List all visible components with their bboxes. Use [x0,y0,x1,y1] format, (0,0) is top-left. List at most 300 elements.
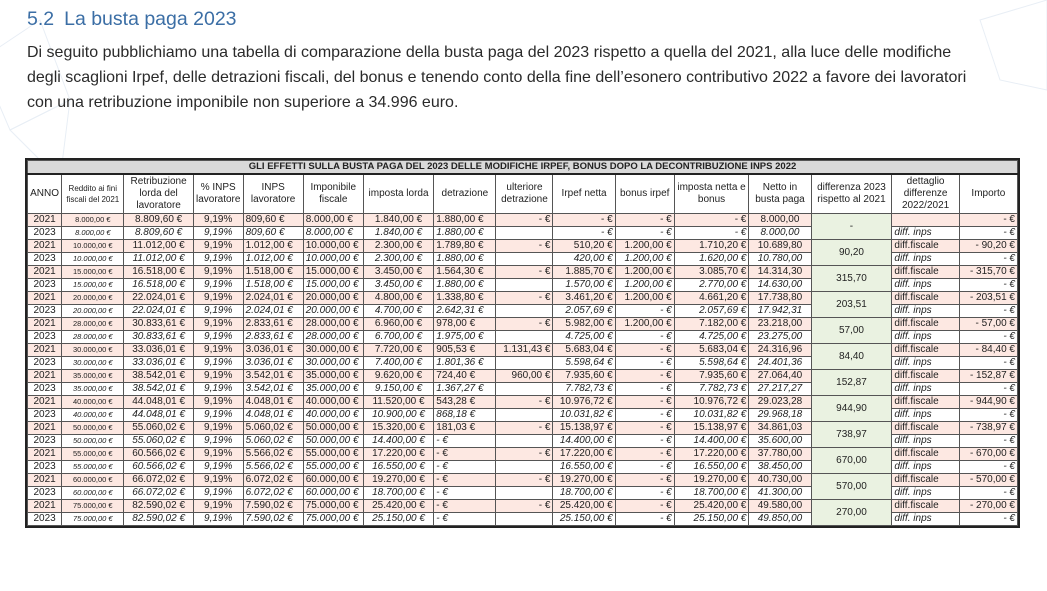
cell-netta: 10.976,72 € [674,396,749,409]
cell-lorda: 33.036,01 € [124,344,193,357]
cell-pct: 9,19% [193,500,243,513]
difference-cell: 738,97 [811,422,892,448]
cell-netta: 3.085,70 € [674,266,749,279]
cell-inps: 2.833,61 € [243,331,303,344]
cell-irpef: 25.420,00 € [553,500,615,513]
cell-ult: - € [496,422,553,435]
cell-bonus: - € [615,305,674,318]
cell-importo: - 57,00 € [959,318,1017,331]
cell-netto: 10.689,80 [749,240,811,253]
cell-y: 2021 [28,240,62,253]
cell-imp: 75.000,00 € [303,500,363,513]
cell-pct: 9,19% [193,448,243,461]
cell-irpef: 5.683,04 € [553,344,615,357]
cell-importo: - € [959,279,1017,292]
cell-ult: - € [496,214,553,227]
cell-importo: - € [959,227,1017,240]
column-header: % INPS lavoratore [193,174,243,214]
cell-lorda: 8.809,60 € [124,214,193,227]
cell-detr: 978,00 € [434,318,496,331]
cell-detr: 1.880,00 € [434,253,496,266]
cell-imp: 40.000,00 € [303,396,363,409]
cell-lorda: 66.072,02 € [124,474,193,487]
table-row [28,370,1018,383]
cell-bonus: 1.200,00 € [615,266,674,279]
cell-netta: 5.598,64 € [674,357,749,370]
cell-reddito: 35.000,00 € [62,370,124,383]
cell-pct: 9,19% [193,318,243,331]
cell-pct: 9,19% [193,422,243,435]
cell-y: 2023 [28,409,62,422]
cell-detr: - € [434,500,496,513]
cell-lorda-imp: 1.840,00 € [363,227,433,240]
column-header: detrazione [434,174,496,214]
cell-netta: 7.182,00 € [674,318,749,331]
cell-netta: 4.661,20 € [674,292,749,305]
cell-netto: 27.217,27 [749,383,811,396]
cell-lorda-imp: 2.300,00 € [363,253,433,266]
cell-imp: 55.000,00 € [303,448,363,461]
cell-imp: 8.000,00 € [303,227,363,240]
cell-bonus: - € [615,214,674,227]
cell-irpef: 1.885,70 € [553,266,615,279]
column-header: differenza 2023 rispetto al 2021 [811,174,892,214]
cell-detr: 1.880,00 € [434,279,496,292]
cell-detail: diff. inps [892,409,959,422]
cell-reddito: 15.000,00 € [62,279,124,292]
cell-detr: - € [434,487,496,500]
cell-detr: 1.564,30 € [434,266,496,279]
table-row [28,292,1018,305]
cell-netto: 23.275,00 [749,331,811,344]
table-row [28,474,1018,487]
cell-lorda: 44.048,01 € [124,409,193,422]
cell-detr: - € [434,448,496,461]
cell-irpef: 7.935,60 € [553,370,615,383]
cell-detail: diff. inps [892,305,959,318]
cell-lorda-imp: 4.800,00 € [363,292,433,305]
table-row [28,396,1018,409]
cell-netta: 17.220,00 € [674,448,749,461]
cell-bonus: 1.200,00 € [615,292,674,305]
cell-reddito: 60.000,00 € [62,474,124,487]
cell-bonus: - € [615,487,674,500]
cell-reddito: 40.000,00 € [62,396,124,409]
cell-pct: 9,19% [193,331,243,344]
cell-imp: 15.000,00 € [303,266,363,279]
cell-detr: 1.880,00 € [434,227,496,240]
cell-netta: 2.770,00 € [674,279,749,292]
cell-lorda: 16.518,00 € [124,266,193,279]
cell-imp: 15.000,00 € [303,279,363,292]
cell-y: 2021 [28,344,62,357]
cell-lorda: 11.012,00 € [124,253,193,266]
cell-irpef: 5.598,64 € [553,357,615,370]
column-header: dettaglio differenze 2022/2021 [892,174,959,214]
cell-importo: - 570,00 € [959,474,1017,487]
cell-ult: 1.131,43 € [496,344,553,357]
cell-pct: 9,19% [193,487,243,500]
cell-pct: 9,19% [193,279,243,292]
cell-pct: 9,19% [193,214,243,227]
cell-y: 2021 [28,370,62,383]
cell-inps: 7.590,02 € [243,513,303,526]
cell-ult [496,435,553,448]
cell-detail: diff.fiscale [892,422,959,435]
cell-reddito: 75.000,00 € [62,500,124,513]
cell-netta: 1.710,20 € [674,240,749,253]
cell-importo: - 315,70 € [959,266,1017,279]
cell-bonus: - € [615,331,674,344]
cell-reddito: 60.000,00 € [62,487,124,500]
cell-lorda-imp: 15.320,00 € [363,422,433,435]
column-header: ulteriore detrazione [496,174,553,214]
column-header: INPS lavoratore [243,174,303,214]
cell-y: 2023 [28,279,62,292]
cell-importo: - € [959,305,1017,318]
cell-detr: 1.367,27 € [434,383,496,396]
column-header: imposta lorda [363,174,433,214]
cell-netto: 14.630,00 [749,279,811,292]
cell-reddito: 28.000,00 € [62,318,124,331]
cell-bonus: - € [615,435,674,448]
cell-y: 2023 [28,383,62,396]
cell-detr: 1.880,00 € [434,214,496,227]
cell-netto: 49.580,00 [749,500,811,513]
cell-detail: diff.fiscale [892,318,959,331]
cell-reddito: 10.000,00 € [62,253,124,266]
cell-imp: 28.000,00 € [303,318,363,331]
cell-y: 2021 [28,396,62,409]
cell-lorda: 38.542,01 € [124,370,193,383]
cell-ult: - € [496,318,553,331]
difference-cell: 670,00 [811,448,892,474]
cell-detail: diff.fiscale [892,344,959,357]
cell-inps: 6.072,02 € [243,474,303,487]
cell-detail: diff.fiscale [892,266,959,279]
cell-lorda: 82.590,02 € [124,513,193,526]
difference-cell: 90,20 [811,240,892,266]
difference-cell: 570,00 [811,474,892,500]
cell-lorda-imp: 10.900,00 € [363,409,433,422]
cell-detail: diff. inps [892,461,959,474]
cell-y: 2023 [28,227,62,240]
cell-importo: - € [959,513,1017,526]
cell-imp: 20.000,00 € [303,305,363,318]
cell-lorda: 30.833,61 € [124,331,193,344]
cell-netto: 29.968,18 [749,409,811,422]
cell-lorda: 8.809,60 € [124,227,193,240]
cell-netto: 24.401,36 [749,357,811,370]
column-header: Irpef netta [553,174,615,214]
cell-pct: 9,19% [193,409,243,422]
difference-cell: 84,40 [811,344,892,370]
difference-cell: 944,90 [811,396,892,422]
cell-lorda-imp: 1.840,00 € [363,214,433,227]
cell-lorda-imp: 19.270,00 € [363,474,433,487]
cell-detr: 868,18 € [434,409,496,422]
cell-netta: 19.270,00 € [674,474,749,487]
cell-netto: 17.942,31 [749,305,811,318]
cell-inps: 1.012,00 € [243,253,303,266]
cell-netta: 7.782,73 € [674,383,749,396]
cell-ult: - € [496,240,553,253]
cell-reddito: 35.000,00 € [62,383,124,396]
cell-bonus: - € [615,383,674,396]
cell-irpef: 2.057,69 € [553,305,615,318]
cell-lorda-imp: 7.720,00 € [363,344,433,357]
cell-detail: diff. inps [892,227,959,240]
cell-y: 2021 [28,266,62,279]
cell-netto: 23.218,00 [749,318,811,331]
cell-reddito: 40.000,00 € [62,409,124,422]
cell-lorda: 38.542,01 € [124,383,193,396]
cell-detr: - € [434,435,496,448]
cell-reddito: 20.000,00 € [62,292,124,305]
cell-bonus: - € [615,409,674,422]
cell-reddito: 30.000,00 € [62,357,124,370]
cell-y: 2021 [28,500,62,513]
cell-y: 2023 [28,513,62,526]
intro-line: degli scaglioni Irpef, delle detrazioni fiscali, del bonus e tenendo conto della fine dell’esonero contributivo 2022 a favore dei lavoratori [27,69,967,86]
cell-detail: diff. inps [892,487,959,500]
cell-imp: 50.000,00 € [303,435,363,448]
cell-inps: 809,60 € [243,227,303,240]
cell-inps: 5.060,02 € [243,422,303,435]
cell-detail: diff.fiscale [892,474,959,487]
cell-importo: - 203,51 € [959,292,1017,305]
cell-reddito: 55.000,00 € [62,461,124,474]
cell-netta: 7.935,60 € [674,370,749,383]
cell-netto: 17.738,80 [749,292,811,305]
cell-lorda: 66.072,02 € [124,487,193,500]
table-row [28,448,1018,461]
cell-inps: 1.518,00 € [243,266,303,279]
column-header: Netto in busta paga [749,174,811,214]
cell-inps: 3.036,01 € [243,357,303,370]
cell-imp: 30.000,00 € [303,344,363,357]
cell-bonus: - € [615,448,674,461]
cell-detr: 543,28 € [434,396,496,409]
cell-imp: 60.000,00 € [303,474,363,487]
cell-bonus: - € [615,344,674,357]
cell-detail: diff.fiscale [892,500,959,513]
cell-imp: 10.000,00 € [303,253,363,266]
cell-y: 2021 [28,448,62,461]
cell-inps: 809,60 € [243,214,303,227]
cell-pct: 9,19% [193,461,243,474]
cell-detr: 724,40 € [434,370,496,383]
cell-netta: 25.150,00 € [674,513,749,526]
cell-ult [496,331,553,344]
table-row [28,344,1018,357]
cell-detail: diff. inps [892,513,959,526]
cell-pct: 9,19% [193,513,243,526]
cell-netto: 14.314,30 [749,266,811,279]
cell-bonus: - € [615,396,674,409]
cell-ult [496,253,553,266]
cell-detr: 1.338,80 € [434,292,496,305]
cell-ult: - € [496,266,553,279]
cell-reddito: 55.000,00 € [62,448,124,461]
cell-ult: - € [496,474,553,487]
cell-lorda: 44.048,01 € [124,396,193,409]
cell-netto: 8.000,00 [749,227,811,240]
cell-irpef: 5.982,00 € [553,318,615,331]
cell-irpef: 10.976,72 € [553,396,615,409]
cell-inps: 4.048,01 € [243,396,303,409]
cell-lorda-imp: 2.300,00 € [363,240,433,253]
cell-inps: 4.048,01 € [243,409,303,422]
cell-imp: 55.000,00 € [303,461,363,474]
cell-pct: 9,19% [193,344,243,357]
cell-netta: - € [674,214,749,227]
cell-lorda: 22.024,01 € [124,305,193,318]
intro-paragraph [27,40,1027,115]
cell-importo: - € [959,487,1017,500]
cell-detr: 1.975,00 € [434,331,496,344]
cell-netto: 40.730,00 [749,474,811,487]
cell-lorda-imp: 3.450,00 € [363,279,433,292]
cell-lorda-imp: 9.150,00 € [363,383,433,396]
cell-netta: 15.138,97 € [674,422,749,435]
cell-detr: - € [434,461,496,474]
difference-cell: 203,51 [811,292,892,318]
cell-inps: 6.072,02 € [243,487,303,500]
cell-bonus: - € [615,357,674,370]
cell-netta: 1.620,00 € [674,253,749,266]
cell-detr: 1.801,36 € [434,357,496,370]
cell-lorda: 30.833,61 € [124,318,193,331]
cell-imp: 35.000,00 € [303,370,363,383]
cell-y: 2021 [28,214,62,227]
cell-inps: 2.024,01 € [243,292,303,305]
cell-lorda-imp: 25.150,00 € [363,513,433,526]
cell-irpef: 19.270,00 € [553,474,615,487]
cell-netta: 16.550,00 € [674,461,749,474]
cell-y: 2023 [28,461,62,474]
cell-imp: 50.000,00 € [303,422,363,435]
cell-reddito: 50.000,00 € [62,435,124,448]
cell-ult: - € [496,292,553,305]
cell-pct: 9,19% [193,370,243,383]
cell-netta: - € [674,227,749,240]
cell-irpef: 7.782,73 € [553,383,615,396]
column-header: Importo [959,174,1017,214]
cell-inps: 1.518,00 € [243,279,303,292]
cell-importo: - € [959,214,1017,227]
cell-inps: 5.060,02 € [243,435,303,448]
cell-y: 2023 [28,253,62,266]
cell-lorda-imp: 25.420,00 € [363,500,433,513]
cell-lorda-imp: 11.520,00 € [363,396,433,409]
cell-bonus: - € [615,461,674,474]
column-header: imposta netta e bonus [674,174,749,214]
cell-netto: 8.000,00 [749,214,811,227]
cell-importo: - 90,20 € [959,240,1017,253]
cell-y: 2023 [28,305,62,318]
cell-lorda: 55.060,02 € [124,435,193,448]
cell-ult [496,409,553,422]
cell-lorda-imp: 18.700,00 € [363,487,433,500]
cell-netta: 25.420,00 € [674,500,749,513]
cell-pct: 9,19% [193,357,243,370]
cell-detr: 1.789,80 € [434,240,496,253]
cell-inps: 3.542,01 € [243,383,303,396]
cell-bonus: 1.200,00 € [615,253,674,266]
cell-irpef: 15.138,97 € [553,422,615,435]
cell-ult [496,357,553,370]
cell-bonus: - € [615,227,674,240]
cell-detail: diff. inps [892,331,959,344]
cell-inps: 1.012,00 € [243,240,303,253]
cell-ult: - € [496,448,553,461]
section-number: 5.2 [27,8,55,30]
column-header: Reddito ai fini fiscali del 2021 [62,174,124,214]
cell-inps: 2.833,61 € [243,318,303,331]
cell-bonus: - € [615,370,674,383]
cell-detail: diff.fiscale [892,448,959,461]
table-row [28,500,1018,513]
cell-lorda-imp: 4.700,00 € [363,305,433,318]
cell-importo: - € [959,253,1017,266]
cell-netto: 49.850,00 [749,513,811,526]
comparison-table [27,160,1018,526]
cell-bonus: - € [615,422,674,435]
cell-lorda-imp: 9.620,00 € [363,370,433,383]
cell-ult [496,305,553,318]
cell-pct: 9,19% [193,253,243,266]
column-header: ANNO [28,174,62,214]
cell-detr: - € [434,513,496,526]
cell-reddito: 75.000,00 € [62,513,124,526]
cell-irpef: - € [553,227,615,240]
cell-bonus: 1.200,00 € [615,318,674,331]
cell-reddito: 15.000,00 € [62,266,124,279]
cell-ult [496,487,553,500]
cell-irpef: 17.220,00 € [553,448,615,461]
cell-reddito: 28.000,00 € [62,331,124,344]
cell-detr: 2.642,31 € [434,305,496,318]
cell-netto: 38.450,00 [749,461,811,474]
cell-bonus: - € [615,474,674,487]
cell-detr: 181,03 € [434,422,496,435]
cell-netta: 10.031,82 € [674,409,749,422]
cell-y: 2021 [28,474,62,487]
cell-imp: 8.000,00 € [303,214,363,227]
cell-inps: 2.024,01 € [243,305,303,318]
cell-importo: - 152,87 € [959,370,1017,383]
cell-netto: 37.780,00 [749,448,811,461]
cell-y: 2021 [28,422,62,435]
cell-bonus: 1.200,00 € [615,240,674,253]
cell-lorda: 33.036,01 € [124,357,193,370]
cell-detail: diff.fiscale [892,240,959,253]
cell-reddito: 8.000,00 € [62,227,124,240]
cell-reddito: 20.000,00 € [62,305,124,318]
cell-lorda-imp: 7.400,00 € [363,357,433,370]
cell-importo: - € [959,409,1017,422]
difference-cell: 315,70 [811,266,892,292]
cell-importo: - € [959,383,1017,396]
cell-netta: 4.725,00 € [674,331,749,344]
cell-detail: diff.fiscale [892,292,959,305]
cell-detail: diff. inps [892,253,959,266]
cell-detail: diff. inps [892,435,959,448]
cell-importo: - 84,40 € [959,344,1017,357]
cell-bonus: - € [615,500,674,513]
difference-cell: 152,87 [811,370,892,396]
